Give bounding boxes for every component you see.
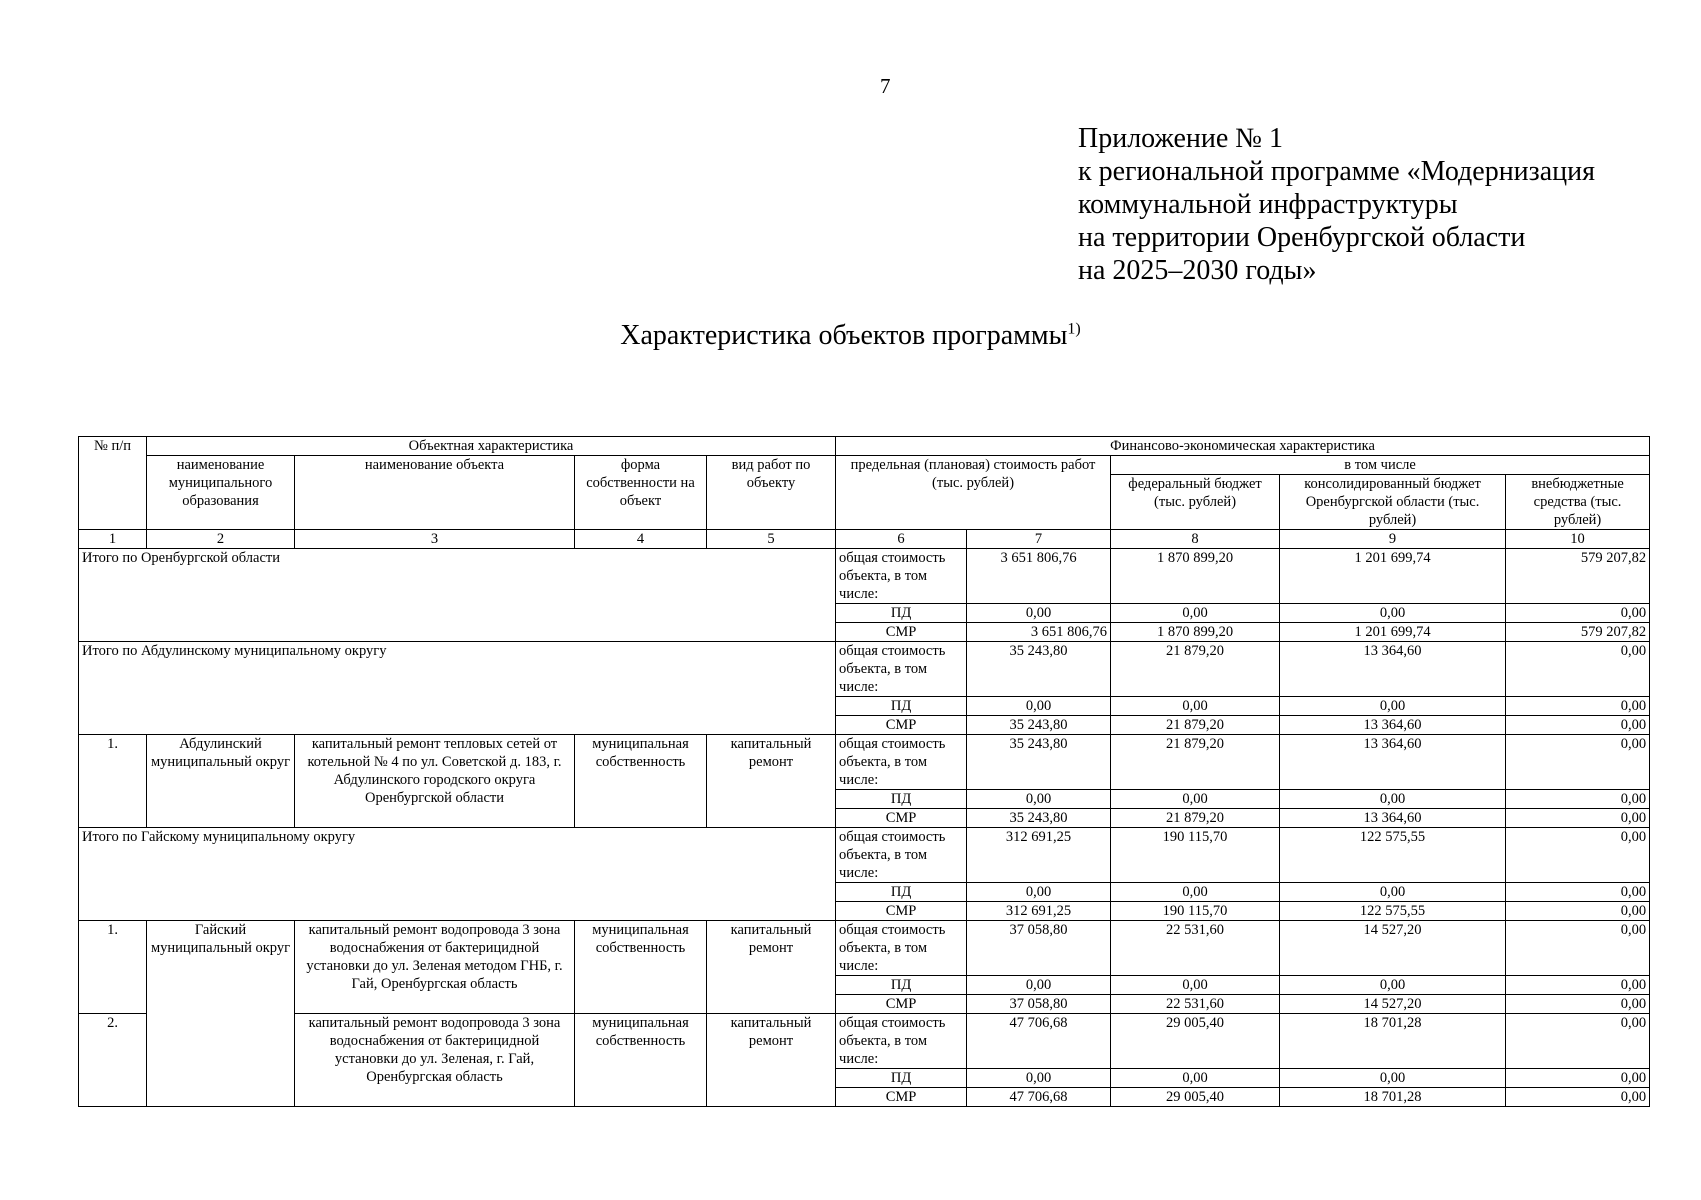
federal-value: 190 115,70 <box>1111 902 1280 921</box>
federal-value: 0,00 <box>1111 883 1280 902</box>
table-row <box>79 1014 1650 1069</box>
federal-value: 21 879,20 <box>1111 716 1280 735</box>
consolidated-value: 18 701,28 <box>1280 1014 1506 1069</box>
total-gai-label: Итого по Гайскому муниципальному округу <box>79 828 836 921</box>
extrabudget-value: 0,00 <box>1506 604 1650 623</box>
column-number: 4 <box>575 530 707 549</box>
consolidated-value: 13 364,60 <box>1280 809 1506 828</box>
pd-label: ПД <box>836 604 967 623</box>
object-work-type: капитальный ремонт <box>707 921 836 1014</box>
cost-value: 0,00 <box>967 883 1111 902</box>
federal-value: 0,00 <box>1111 976 1280 995</box>
smr-label: СМР <box>836 623 967 642</box>
header-cost: предельная (плановая) стоимость работ (тыс. рублей) <box>836 456 1111 530</box>
federal-value: 190 115,70 <box>1111 828 1280 883</box>
table-row <box>79 828 1650 883</box>
pd-label: ПД <box>836 790 967 809</box>
object-num: 1. <box>79 735 147 828</box>
consolidated-value: 14 527,20 <box>1280 921 1506 976</box>
column-number: 1 <box>79 530 147 549</box>
federal-value: 0,00 <box>1111 697 1280 716</box>
cost-value: 312 691,25 <box>967 902 1111 921</box>
cost-value: 47 706,68 <box>967 1088 1111 1107</box>
column-number: 2 <box>147 530 295 549</box>
object-ownership: муниципальная собственность <box>575 921 707 1014</box>
cost-value: 0,00 <box>967 790 1111 809</box>
extrabudget-value: 0,00 <box>1506 735 1650 790</box>
federal-value: 0,00 <box>1111 790 1280 809</box>
document-title <box>0 320 1701 352</box>
column-number: 9 <box>1280 530 1506 549</box>
federal-value: 21 879,20 <box>1111 809 1280 828</box>
appendix-line: на 2025–2030 годы» <box>1078 255 1317 286</box>
header-row <box>79 437 1650 456</box>
table-row <box>79 921 1650 976</box>
cost-value: 312 691,25 <box>967 828 1111 883</box>
footnote-marker: 1) <box>1067 320 1081 338</box>
header-num: № п/п <box>79 437 147 530</box>
object-ownership: муниципальная собственность <box>575 1014 707 1107</box>
extrabudget-value: 0,00 <box>1506 1014 1650 1069</box>
extrabudget-value: 0,00 <box>1506 902 1650 921</box>
table-row <box>79 735 1650 790</box>
total-abdulino-label: Итого по Абдулинскому муниципальному округу <box>79 642 836 735</box>
object-ownership: муниципальная собственность <box>575 735 707 828</box>
header-work-type: вид работ по объекту <box>707 456 836 530</box>
consolidated-value: 0,00 <box>1280 883 1506 902</box>
column-number: 10 <box>1506 530 1650 549</box>
object-num: 2. <box>79 1014 147 1107</box>
consolidated-value: 0,00 <box>1280 697 1506 716</box>
cost-value: 0,00 <box>967 697 1111 716</box>
consolidated-value: 0,00 <box>1280 790 1506 809</box>
federal-value: 22 531,60 <box>1111 995 1280 1014</box>
appendix-line: к региональной программе «Модернизация <box>1078 156 1596 187</box>
column-number: 7 <box>967 530 1111 549</box>
cost-value: 3 651 806,76 <box>967 549 1111 604</box>
extrabudget-value: 579 207,82 <box>1506 623 1650 642</box>
cost-value: 35 243,80 <box>967 716 1111 735</box>
federal-value: 0,00 <box>1111 1069 1280 1088</box>
smr-label: СМР <box>836 1088 967 1107</box>
pd-label: ПД <box>836 883 967 902</box>
appendix-line: на территории Оренбургской области <box>1078 222 1526 253</box>
cost-value: 0,00 <box>967 976 1111 995</box>
object-work-type: капитальный ремонт <box>707 1014 836 1107</box>
extrabudget-value: 0,00 <box>1506 995 1650 1014</box>
object-work-type: капитальный ремонт <box>707 735 836 828</box>
total-cost-label: общая стоимость объекта, в том числе: <box>836 1014 967 1069</box>
header-extrabudget: внебюджетные средства (тыс. рублей) <box>1506 475 1650 530</box>
consolidated-value: 0,00 <box>1280 1069 1506 1088</box>
header-row <box>79 456 1650 475</box>
smr-label: СМР <box>836 809 967 828</box>
column-number: 3 <box>295 530 575 549</box>
extrabudget-value: 0,00 <box>1506 921 1650 976</box>
total-cost-label: общая стоимость объекта, в том числе: <box>836 921 967 976</box>
extrabudget-value: 0,00 <box>1506 790 1650 809</box>
federal-value: 21 879,20 <box>1111 735 1280 790</box>
smr-label: СМР <box>836 995 967 1014</box>
consolidated-value: 13 364,60 <box>1280 642 1506 697</box>
cost-value: 35 243,80 <box>967 735 1111 790</box>
cost-value: 37 058,80 <box>967 921 1111 976</box>
column-number: 5 <box>707 530 836 549</box>
consolidated-value: 1 201 699,74 <box>1280 623 1506 642</box>
smr-label: СМР <box>836 902 967 921</box>
extrabudget-value: 0,00 <box>1506 1088 1650 1107</box>
cost-value: 3 651 806,76 <box>967 623 1111 642</box>
appendix-line: Приложение № 1 <box>1078 123 1283 154</box>
pd-label: ПД <box>836 976 967 995</box>
total-cost-label: общая стоимость объекта, в том числе: <box>836 642 967 697</box>
consolidated-value: 13 364,60 <box>1280 716 1506 735</box>
header-federal: федеральный бюджет (тыс. рублей) <box>1111 475 1280 530</box>
total-cost-label: общая стоимость объекта, в том числе: <box>836 735 967 790</box>
consolidated-value: 13 364,60 <box>1280 735 1506 790</box>
federal-value: 22 531,60 <box>1111 921 1280 976</box>
header-consolidated: консолидированный бюджет Оренбургской области (тыс. рублей) <box>1280 475 1506 530</box>
federal-value: 29 005,40 <box>1111 1088 1280 1107</box>
object-num: 1. <box>79 921 147 1014</box>
header-including: в том числе <box>1111 456 1650 475</box>
extrabudget-value: 0,00 <box>1506 809 1650 828</box>
pd-label: ПД <box>836 1069 967 1088</box>
object-municipality: Абдулинский муниципальный округ <box>147 735 295 828</box>
header-object-characteristics: Объектная характеристика <box>147 437 836 456</box>
consolidated-value: 14 527,20 <box>1280 995 1506 1014</box>
object-name: капитальный ремонт водопровода 3 зона водоснабжения от бактерицидной установки до ул. Зеленая, г. Гай, Оренбургская область <box>295 1014 575 1107</box>
extrabudget-value: 0,00 <box>1506 883 1650 902</box>
object-name: капитальный ремонт тепловых сетей от котельной № 4 по ул. Советской д. 183, г. Абдулинского городского округа Оренбургской области <box>295 735 575 828</box>
consolidated-value: 0,00 <box>1280 976 1506 995</box>
total-cost-label: общая стоимость объекта, в том числе: <box>836 828 967 883</box>
page-number: 7 <box>880 74 891 98</box>
federal-value: 1 870 899,20 <box>1111 549 1280 604</box>
table-row <box>79 549 1650 604</box>
extrabudget-value: 0,00 <box>1506 976 1650 995</box>
cost-value: 35 243,80 <box>967 642 1111 697</box>
object-name: капитальный ремонт водопровода 3 зона водоснабжения от бактерицидной установки до ул. Зеленая методом ГНБ, г. Гай, Оренбургская область <box>295 921 575 1014</box>
extrabudget-value: 0,00 <box>1506 1069 1650 1088</box>
cost-value: 0,00 <box>967 604 1111 623</box>
consolidated-value: 0,00 <box>1280 604 1506 623</box>
header-financial-characteristics: Финансово-экономическая характеристика <box>836 437 1650 456</box>
consolidated-value: 122 575,55 <box>1280 828 1506 883</box>
extrabudget-value: 0,00 <box>1506 642 1650 697</box>
column-number: 6 <box>836 530 967 549</box>
objects-table <box>78 436 1650 1107</box>
extrabudget-value: 0,00 <box>1506 716 1650 735</box>
consolidated-value: 122 575,55 <box>1280 902 1506 921</box>
table-row <box>79 642 1650 697</box>
cost-value: 0,00 <box>967 1069 1111 1088</box>
header-municipality: наименование муниципального образования <box>147 456 295 530</box>
total-region-label: Итого по Оренбургской области <box>79 549 836 642</box>
appendix-line: коммунальной инфраструктуры <box>1078 189 1458 220</box>
cost-value: 37 058,80 <box>967 995 1111 1014</box>
consolidated-value: 18 701,28 <box>1280 1088 1506 1107</box>
federal-value: 0,00 <box>1111 604 1280 623</box>
column-numbers-row <box>79 530 1650 549</box>
object-municipality: Гайский муниципальный округ <box>147 921 295 1107</box>
extrabudget-value: 0,00 <box>1506 828 1650 883</box>
federal-value: 29 005,40 <box>1111 1014 1280 1069</box>
cost-value: 35 243,80 <box>967 809 1111 828</box>
consolidated-value: 1 201 699,74 <box>1280 549 1506 604</box>
appendix-heading <box>1078 122 1595 287</box>
extrabudget-value: 579 207,82 <box>1506 549 1650 604</box>
header-object-name: наименование объекта <box>295 456 575 530</box>
smr-label: СМР <box>836 716 967 735</box>
document-title-text: Характеристика объектов программы <box>620 320 1068 351</box>
header-ownership: форма собственности на объект <box>575 456 707 530</box>
federal-value: 1 870 899,20 <box>1111 623 1280 642</box>
total-cost-label: общая стоимость объекта, в том числе: <box>836 549 967 604</box>
cost-value: 47 706,68 <box>967 1014 1111 1069</box>
pd-label: ПД <box>836 697 967 716</box>
column-number: 8 <box>1111 530 1280 549</box>
federal-value: 21 879,20 <box>1111 642 1280 697</box>
extrabudget-value: 0,00 <box>1506 697 1650 716</box>
